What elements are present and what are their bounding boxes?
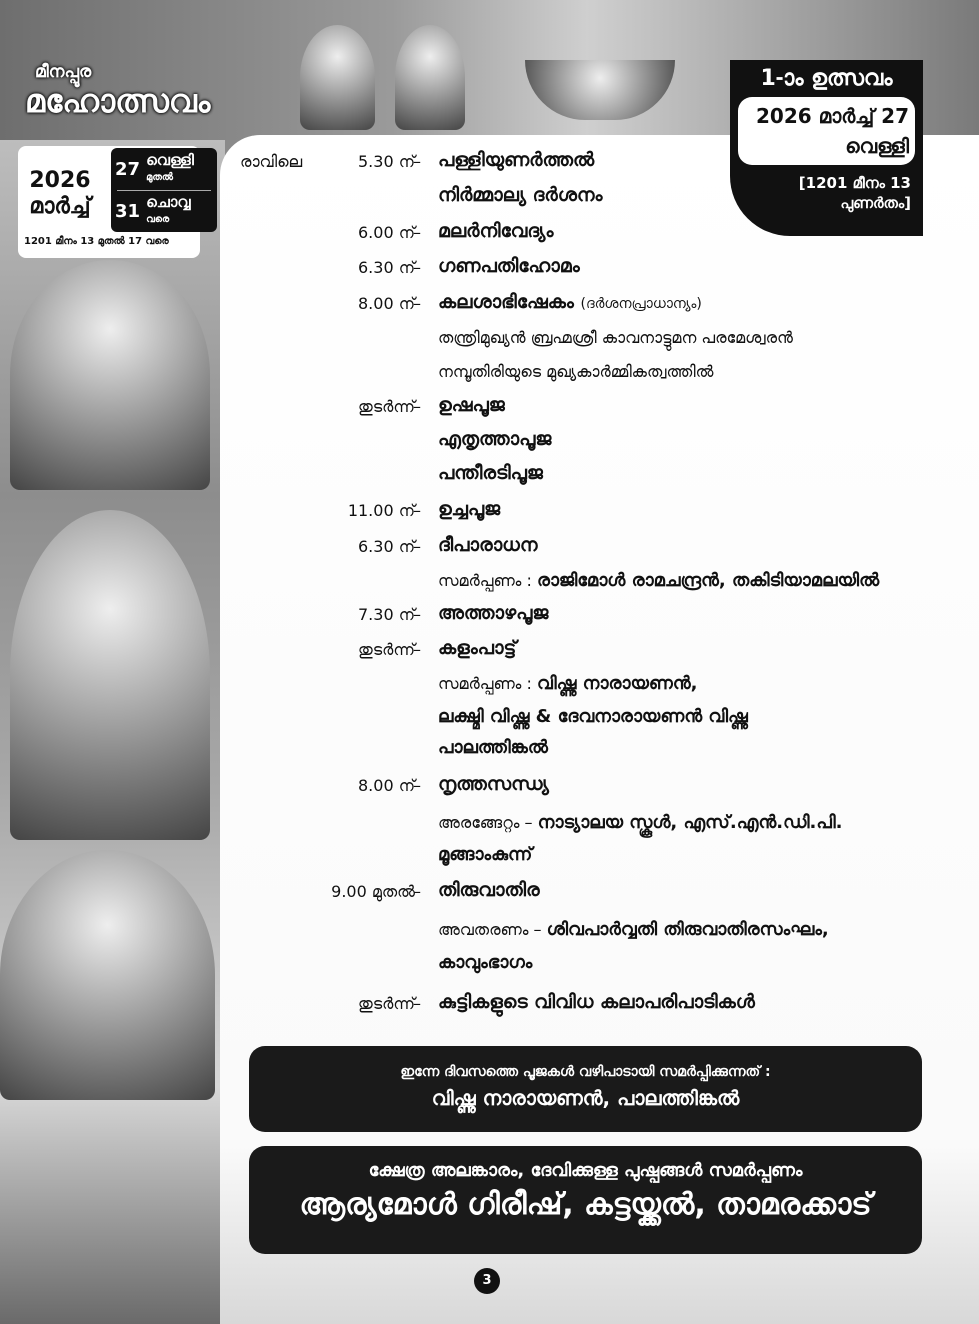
schedule-row bbox=[220, 879, 960, 912]
event-detail bbox=[438, 673, 697, 694]
event-name bbox=[438, 991, 755, 1013]
malayalam-era-dates: 1201 മീനം 13 മുതൽ 17 വരെ bbox=[24, 236, 169, 247]
event-time: 7.30 ന് bbox=[358, 605, 415, 624]
ayyappa-image bbox=[395, 25, 465, 130]
dash: – bbox=[413, 501, 421, 520]
schedule-row bbox=[220, 919, 960, 949]
dash: – bbox=[413, 776, 421, 795]
event-name bbox=[438, 498, 500, 520]
decoration-box bbox=[249, 1146, 922, 1254]
schedule-row bbox=[220, 149, 960, 182]
detail-label: സമർപ്പണം : bbox=[438, 674, 532, 693]
event-title: എതൃത്താപൂജ bbox=[438, 428, 552, 450]
end-day: 31 bbox=[115, 200, 141, 222]
festival-year-month bbox=[26, 168, 94, 220]
day-date: 2026 മാർച്ച് 27 bbox=[755, 104, 909, 128]
event-name bbox=[438, 602, 548, 624]
detail-label: നമ്പൂതിരിയുടെ മുഖ്യകാർമ്മികത്വത്തിൽ bbox=[438, 362, 714, 381]
event-note: (ദർശനപ്രാധാന്യം) bbox=[580, 296, 702, 312]
event-name bbox=[438, 773, 549, 795]
year: 2026 bbox=[29, 168, 91, 193]
dash: – bbox=[413, 294, 421, 313]
schedule-row bbox=[220, 328, 960, 358]
detail-label: തന്ത്രിമുഖ്യൻ ബ്രഹ്മശ്രീ കാവനാട്ടുമന പരമേശ്വരൻ bbox=[438, 328, 793, 347]
event-time: 6.30 ന് bbox=[358, 537, 415, 556]
detail-value: ലക്ഷ്മി വിഷ്ണു & ദേവനാരായണൻ വിഷ്ണു bbox=[438, 706, 748, 727]
event-title: കലശാഭിഷേകം bbox=[438, 291, 574, 313]
deity-images-column bbox=[0, 140, 225, 1324]
event-title: പന്തീരടിപൂജ bbox=[438, 462, 543, 484]
kali-image bbox=[10, 510, 210, 840]
detail-label: സമർപ്പണം : bbox=[438, 571, 532, 590]
day-title: 1-ാം ഉത്സവം bbox=[760, 66, 893, 91]
end-suffix: വരെ bbox=[146, 214, 170, 225]
schedule-row bbox=[220, 255, 960, 288]
event-name bbox=[438, 534, 537, 556]
event-name bbox=[438, 220, 553, 242]
event-title: കുട്ടികളുടെ വിവിധ കലാപരിപാടികൾ bbox=[438, 991, 755, 1013]
event-detail bbox=[438, 737, 548, 758]
detail-label: അരങ്ങേറ്റം – bbox=[438, 813, 533, 832]
schedule-row bbox=[220, 220, 960, 253]
event-title: ദീപാരാധന bbox=[438, 534, 538, 556]
event-name bbox=[438, 184, 603, 206]
event-name bbox=[438, 462, 543, 484]
event-time: 6.30 ന് bbox=[358, 258, 415, 277]
logo-title: മഹോത്സവം bbox=[25, 82, 211, 120]
event-time: 11.00 ന് bbox=[347, 501, 415, 520]
festival-date-box bbox=[18, 146, 200, 258]
ganesha-image bbox=[300, 25, 375, 130]
dash: – bbox=[413, 537, 421, 556]
month: മാർച്ച് bbox=[29, 194, 91, 219]
event-name bbox=[438, 394, 505, 416]
dash: – bbox=[413, 994, 421, 1013]
schedule-row bbox=[220, 952, 960, 982]
dash: – bbox=[413, 152, 421, 171]
event-name bbox=[438, 879, 540, 901]
day-weekday: വെള്ളി bbox=[845, 134, 909, 158]
event-detail bbox=[438, 328, 793, 348]
offering-name: വിഷ്ണു നാരായണൻ, പാലത്തിങ്കൽ bbox=[431, 1086, 740, 1110]
schedule-row bbox=[220, 462, 960, 495]
shiva-parvati-image bbox=[10, 260, 210, 490]
event-detail bbox=[438, 812, 842, 833]
schedule-row bbox=[220, 362, 960, 392]
event-name bbox=[438, 291, 702, 313]
event-title: തിരുവാതിര bbox=[438, 879, 540, 901]
date-range bbox=[111, 148, 217, 232]
schedule-row bbox=[220, 498, 960, 531]
event-title: ഗണപതിഹോമം bbox=[438, 255, 580, 277]
schedule-row bbox=[220, 844, 960, 874]
start-day: 27 bbox=[115, 158, 141, 180]
schedule-row bbox=[220, 602, 960, 635]
event-detail bbox=[438, 706, 748, 727]
event-detail bbox=[438, 362, 713, 382]
schedule-row bbox=[220, 184, 960, 217]
event-title: നിർമ്മാല്യ ദർശനം bbox=[438, 184, 603, 206]
schedule-row bbox=[220, 637, 960, 670]
detail-value: വിഷ്ണു നാരായണൻ, bbox=[536, 673, 698, 694]
event-time: തുടർന്ന് bbox=[358, 640, 415, 659]
detail-value: നാട്യാലയ സ്കൂൾ, എസ്.എൻ.ഡി.പി. bbox=[537, 812, 843, 833]
logo-subtitle: മീനപ്പൂര bbox=[35, 62, 92, 82]
schedule-row bbox=[220, 706, 960, 736]
event-time: തുടർന്ന് bbox=[358, 397, 415, 416]
event-detail bbox=[438, 844, 532, 865]
schedule-row bbox=[220, 673, 960, 703]
schedule-row bbox=[220, 812, 960, 842]
start-weekday: വെള്ളി bbox=[146, 151, 194, 169]
event-name bbox=[438, 428, 551, 450]
decoration-name: ആര്യമോൾ ഗിരീഷ്, കട്ടയ്ക്കൽ, താമരക്കാട് bbox=[299, 1187, 872, 1222]
event-name bbox=[438, 149, 594, 171]
event-detail bbox=[438, 952, 532, 973]
page-number: 3 bbox=[474, 1268, 500, 1294]
schedule-row bbox=[220, 534, 960, 567]
event-time: 8.00 ന് bbox=[358, 294, 415, 313]
event-detail bbox=[438, 570, 879, 591]
detail-value: രാജിമോൾ രാമചന്ദ്രൻ, തകിടിയാമലയിൽ bbox=[536, 570, 880, 591]
event-title: നൃത്തസന്ധ്യ bbox=[438, 773, 549, 795]
event-time: 8.00 ന് bbox=[358, 776, 415, 795]
event-name bbox=[438, 637, 516, 659]
event-name bbox=[438, 255, 580, 277]
start-suffix: മുതൽ bbox=[146, 172, 174, 183]
event-title: ഉഷപൂജ bbox=[438, 394, 505, 416]
schedule-row bbox=[220, 570, 960, 600]
offering-label: ഇന്നേ ദിവസത്തെ പൂജകൾ വഴിപാടായി സമർപ്പിക്കുന്നത് : bbox=[400, 1064, 771, 1080]
detail-value: മൂങ്ങാംകുന്ന് bbox=[438, 844, 533, 865]
schedule-row bbox=[220, 773, 960, 806]
event-time: 6.00 ന് bbox=[358, 223, 415, 242]
event-title: അത്താഴപൂജ bbox=[438, 602, 549, 624]
dash: – bbox=[413, 640, 421, 659]
schedule-row bbox=[220, 428, 960, 461]
schedule-row bbox=[220, 291, 960, 324]
dash: – bbox=[413, 223, 421, 242]
detail-label: അവതരണം – bbox=[438, 920, 542, 939]
detail-value: പാലത്തിങ്കൽ bbox=[438, 737, 548, 758]
dash: – bbox=[413, 605, 421, 624]
era-line-2: പുണർതം] bbox=[840, 194, 911, 212]
schedule-row bbox=[220, 394, 960, 427]
dash: – bbox=[413, 882, 421, 901]
event-title: മലർനിവേദ്യം bbox=[438, 220, 554, 242]
offering-box bbox=[249, 1046, 922, 1132]
event-time: 9.00 മുതൽ bbox=[331, 882, 415, 901]
event-title: പള്ളിയുണർത്തൽ bbox=[438, 149, 595, 171]
era-line-1: [1201 മീനം 13 bbox=[798, 174, 911, 192]
event-title: കളംപാട്ട് bbox=[438, 637, 517, 659]
event-title: ഉച്ചപൂജ bbox=[438, 498, 501, 520]
dancers-image bbox=[0, 850, 215, 1100]
festival-logo bbox=[25, 62, 210, 121]
event-time: തുടർന്ന് bbox=[358, 994, 415, 1013]
dash: – bbox=[413, 258, 421, 277]
decoration-label: ക്ഷേത്ര അലങ്കാരം, ദേവിക്കുള്ള പുഷ്പങ്ങൾ സമർപ്പണം bbox=[368, 1160, 803, 1181]
schedule-row bbox=[220, 991, 960, 1024]
event-detail bbox=[438, 919, 829, 940]
end-weekday: ചൊവ്വ bbox=[146, 193, 191, 211]
dash: – bbox=[413, 397, 421, 416]
time-prefix: രാവിലെ bbox=[240, 152, 303, 171]
event-time: 5.30 ന് bbox=[358, 152, 415, 171]
detail-value: ശിവപാർവ്വതി തിരുവാതിരസംഘം, bbox=[546, 919, 829, 940]
schedule-row bbox=[220, 737, 960, 767]
detail-value: കാവുംഭാഗം bbox=[438, 952, 533, 973]
